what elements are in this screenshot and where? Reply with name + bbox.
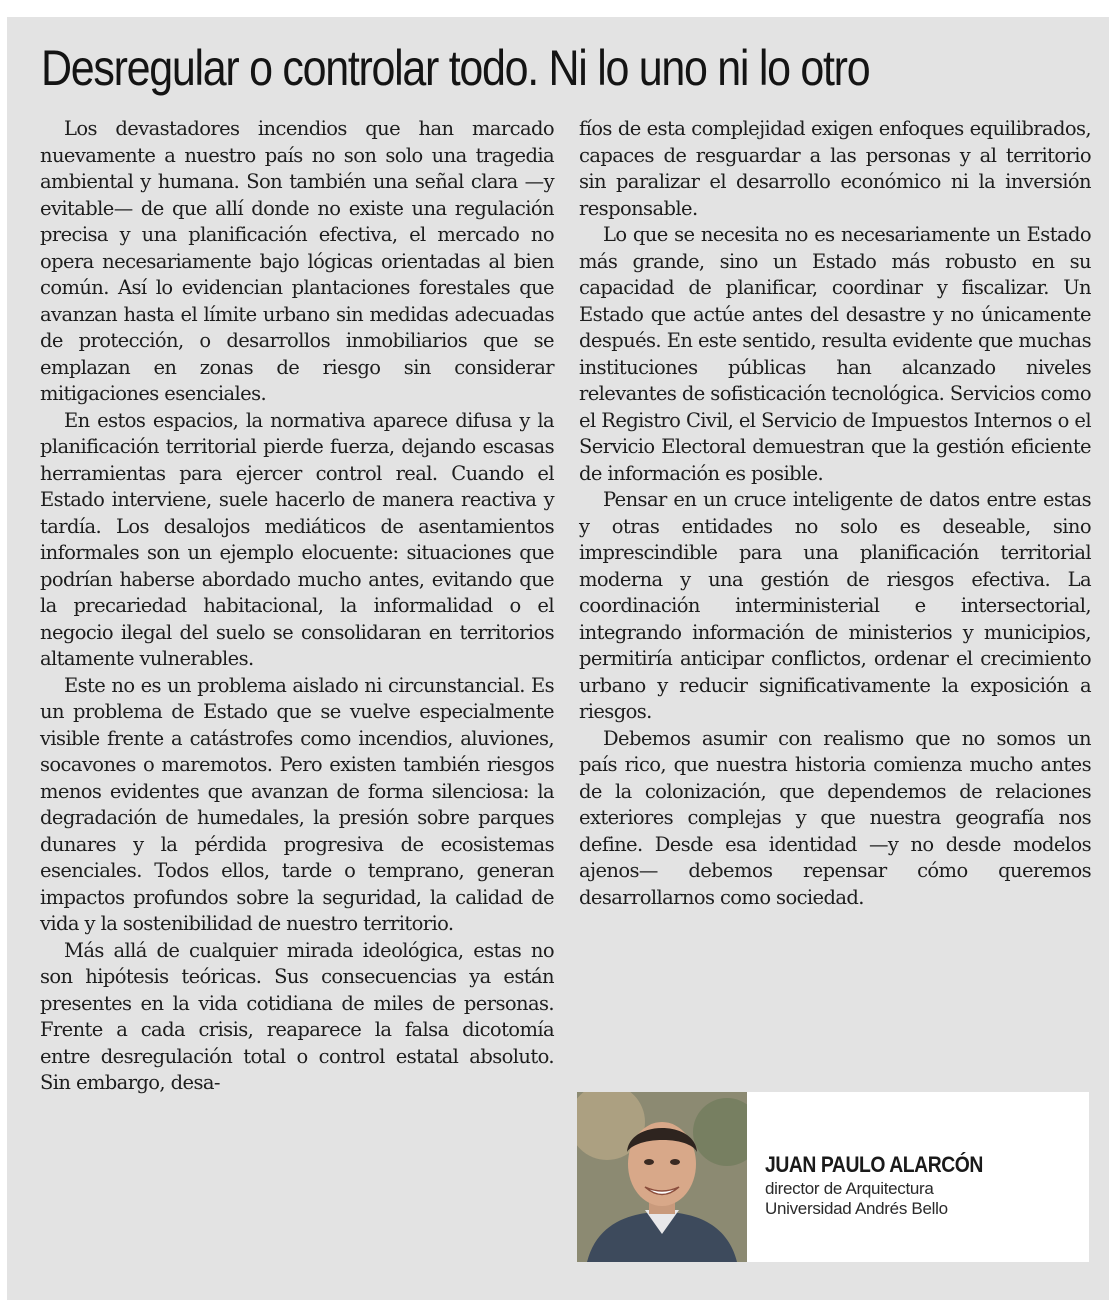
paragraph: Los devastadores incendios que han marcado nuevamente a nuestro país no son solo una tragedia ambiental y humana. Son también una señal clara —y evitable— de que allí donde no existe una regulación precisa y una planificación efectiva, el mercado no opera necesariamente bajo lógicas orientadas al bien común. Así lo evidencian plantaciones forestales que avanzan hasta el límite urbano sin medidas adecuadas de protección, o desarrollos inmobiliarios que se emplazan en zonas de riesgo sin considerar mitigaciones esenciales. [40,117,554,405]
paragraph: Más allá de cualquier mirada ideológica, estas no son hipótesis teóricas. Sus consecuencias ya están presentes en la vida cotidiana de miles de personas. Frente a cada crisis, reaparece la falsa dicotomía entre desregulación total o control estatal absoluto. Sin embargo, desa- [40,938,554,1094]
paragraph: Pensar en un cruce inteligente de datos entre estas y otras entidades no solo es deseable, sino imprescindible para una planificación territorial moderna y una gestión de riesgos efectiva. La coordinación interministerial e intersectorial, integrando información de ministerios y municipios, permitiría anticipar conflictos, ordenar el crecimiento urbano y reducir significativamente la exposición a riesgos. [579,488,1091,723]
paragraph: Debemos asumir con realismo que no somos un país rico, que nuestra historia comienza mucho antes de la colonización, que dependemos de relaciones exteriores complejas y que nuestra geografía nos define. Desde esa identidad —y no desde modelos ajenos— debemos repensar cómo queremos desarrollarnos como sociedad. [579,726,1091,909]
author-institution: Universidad Andrés Bello [765,1199,948,1218]
article-clipping [7,17,1109,1300]
article-column-left [40,116,554,1097]
headline: Desregular o controlar todo. Ni lo uno ni lo otro [41,40,870,96]
author-portrait-icon [577,1092,747,1262]
paragraph: En estos espacios, la normativa aparece difusa y la planificación territorial pierde fuerza, dejando escasas herramientas para ejercer control real. Cuando el Estado interviene, suele hacerlo de manera reactiva y tardía. Los desalojos mediáticos de asentamientos informales son un ejemplo elocuente: situaciones que podrían haberse abordado mucho antes, evitando que la precariedad habitacional, la informalidad o el negocio ilegal del suelo se consolidaran en territorios altamente vulnerables. [40,408,554,670]
paragraph-continued: fíos de esta complejidad exigen enfoques equilibrados, capaces de resguardar a las personas y al territorio sin paralizar el desarrollo económico ni la inversión responsable. [579,117,1091,220]
article-column-right [579,116,1091,911]
author-box [577,1092,1089,1262]
paragraph: Este no es un problema aislado ni circunstancial. Es un problema de Estado que se vuelve especialmente visible frente a catástrofes como incendios, aluviones, socavones o maremotos. Pero existen también riesgos menos evidentes que avanzan de forma silenciosa: la degradación de humedales, la presión sobre parques dunares y la pérdida progresiva de ecosistemas esenciales. Todos ellos, tarde o temprano, generan impactos profundos sobre la seguridad, la calidad de vida y la sostenibilidad de nuestro territorio. [40,673,554,935]
author-role [765,1179,948,1219]
author-photo [577,1092,747,1262]
paragraph: Lo que se necesita no es necesariamente un Estado más grande, sino un Estado más robusto en su capacidad de planificar, coordinar y fiscalizar. Un Estado que actúe antes del desastre y no únicamente después. En este sentido, resulta evidente que muchas instituciones públicas han alcanzado niveles relevantes de sofisticación tecnológica. Servicios como el Registro Civil, el Servicio de Impuestos Internos o el Servicio Electoral demuestran que la gestión eficiente de información es posible. [579,223,1091,485]
author-title: director de Arquitectura [765,1179,934,1198]
author-name: JUAN PAULO ALARCÓN [765,1152,983,1177]
